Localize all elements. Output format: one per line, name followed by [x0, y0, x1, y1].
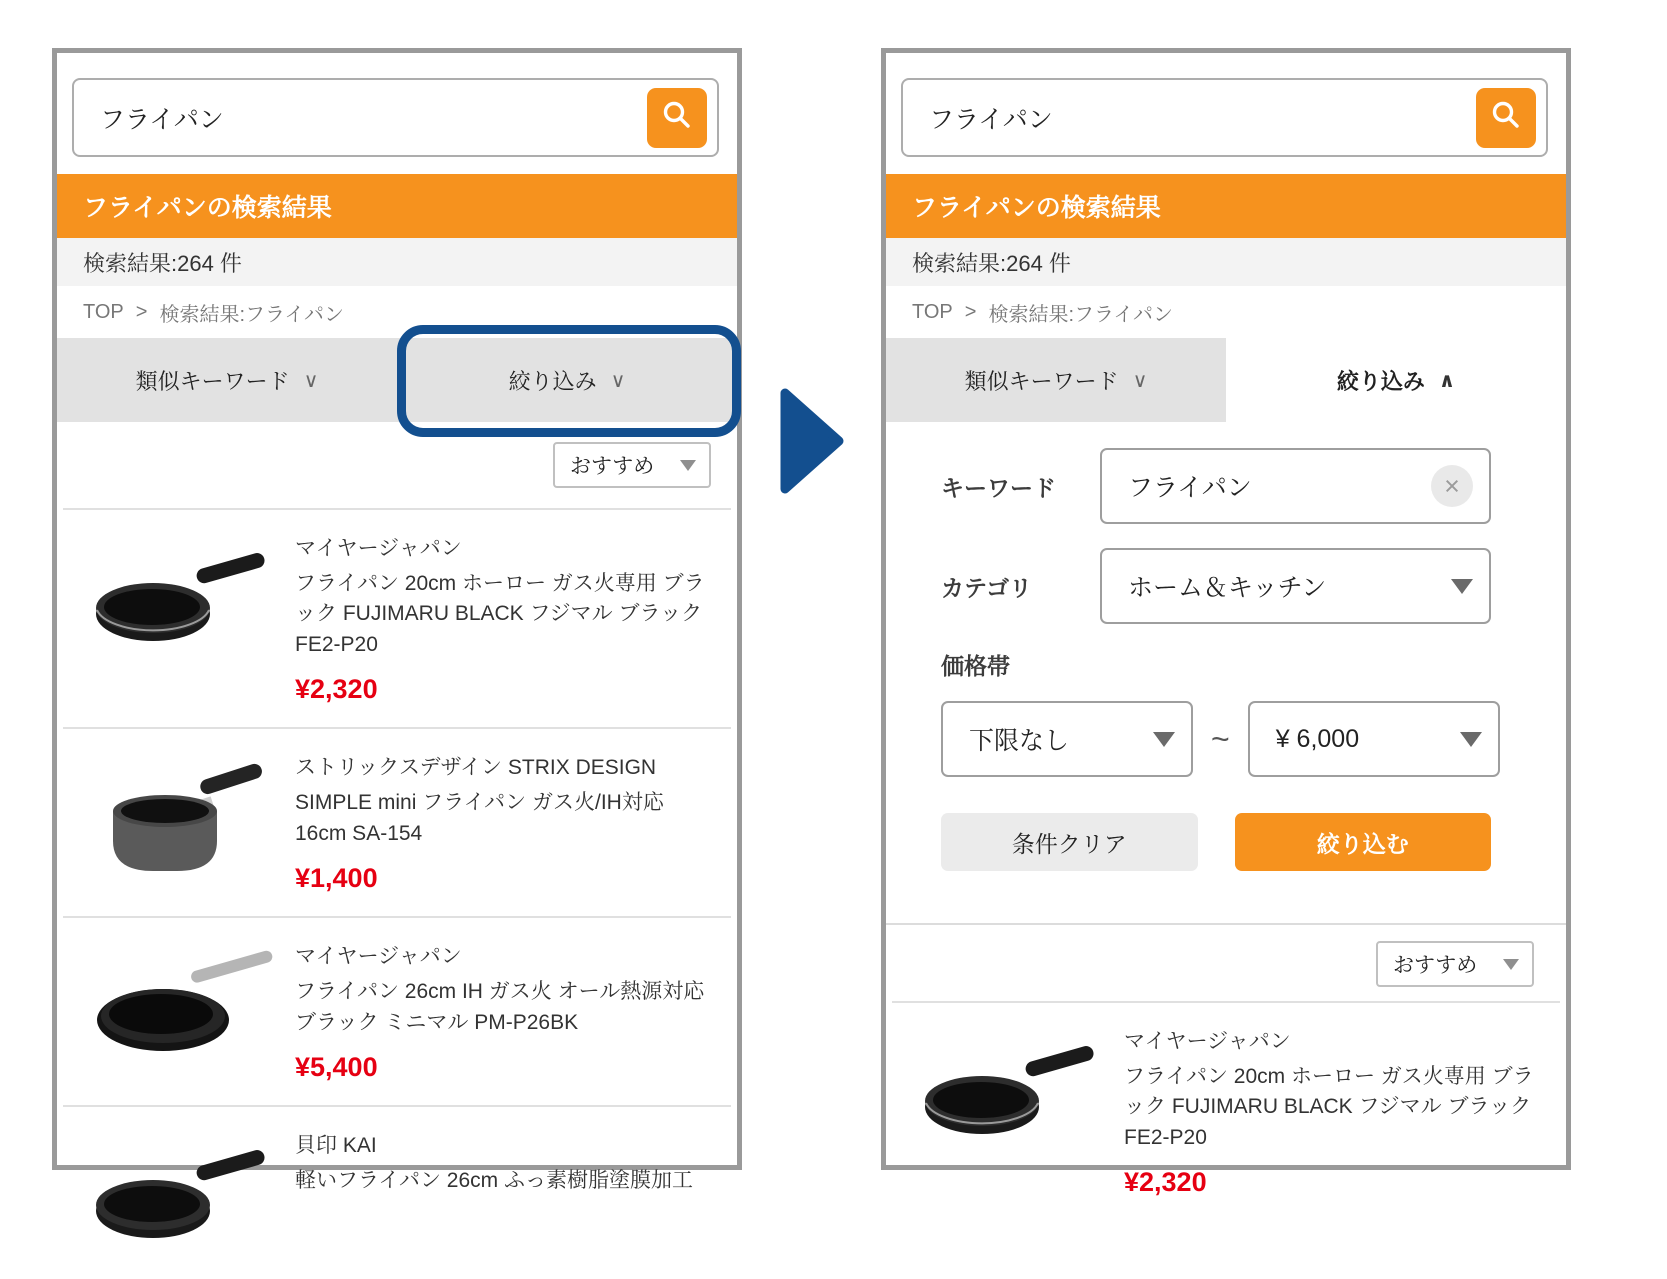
product-info [1120, 1025, 1542, 1198]
search-button[interactable] [1476, 88, 1536, 148]
chevron-down-icon: ∨ [1132, 369, 1148, 392]
tab-similar-label: 類似キーワード [135, 368, 290, 394]
tab-filter[interactable] [397, 338, 737, 422]
product-price: ¥2,320 [295, 674, 378, 705]
clear-conditions-button[interactable]: 条件クリア [941, 813, 1198, 871]
keyword-input[interactable] [1100, 448, 1491, 524]
screen-after [881, 48, 1571, 1198]
chevron-up-icon: ∧ [1438, 369, 1456, 392]
triangle-down-icon [1460, 732, 1482, 747]
tab-filter-label: 絞り込み [508, 368, 597, 394]
filter-keyword-row [941, 448, 1491, 524]
arrow-right-icon [776, 384, 848, 503]
page-title: フライパンの検索結果 [83, 194, 332, 222]
magnifier-icon [661, 99, 693, 136]
tab-filter-expanded[interactable] [1226, 338, 1566, 422]
results-title-bar [886, 174, 1566, 238]
tab-bar [57, 338, 737, 422]
filter-panel [886, 422, 1566, 923]
price-range-row [941, 701, 1491, 777]
tab-similar-keywords[interactable] [886, 338, 1226, 422]
result-count-bar [886, 238, 1566, 286]
price-range-label: 価格帯 [941, 653, 1010, 679]
product-price: ¥1,400 [295, 863, 378, 894]
product-image-pan-icon [81, 532, 291, 660]
breadcrumb [57, 286, 737, 338]
product-price: ¥2,320 [1124, 1167, 1207, 1198]
product-brand: マイヤージャパン [295, 945, 462, 969]
search-input-value[interactable]: フライパン [929, 105, 1053, 134]
sort-select-value: おすすめ [1393, 954, 1478, 977]
product-item[interactable] [57, 510, 737, 727]
breadcrumb-separator: > [135, 300, 148, 323]
product-price: ¥5,400 [295, 1052, 378, 1083]
keyword-label: キーワード [941, 474, 1056, 501]
product-title: フライパン 20cm ホーロー ガス火専用 ブラック FUJIMARU BLACK フジマル ブラック FE2-P20 [1124, 1065, 1534, 1149]
product-title: 軽いフライパン 26cm ふっ素樹脂塗膜加工 [295, 1169, 693, 1193]
product-title: SIMPLE mini フライパン ガス火/IH対応 16cm SA-154 [295, 791, 664, 845]
product-item[interactable] [57, 729, 737, 916]
search-input-value[interactable]: フライパン [100, 105, 224, 134]
apply-filter-button[interactable]: 絞り込む [1235, 813, 1492, 871]
product-info [291, 751, 713, 894]
product-item[interactable] [886, 1003, 1566, 1220]
search-button[interactable] [647, 88, 707, 148]
screen-before [52, 48, 742, 1193]
breadcrumb-current: 検索結果:フライパン [159, 303, 345, 326]
triangle-down-icon [1503, 959, 1519, 970]
breadcrumb-separator: > [964, 300, 977, 323]
result-count: 検索結果:264 件 [912, 250, 1071, 276]
sort-select[interactable] [1376, 941, 1534, 987]
sort-select[interactable] [553, 442, 711, 488]
product-title: フライパン 26cm IH ガス火 オール熱源対応 ブラック ミニマル PM-P26BK [295, 980, 705, 1034]
triangle-down-icon [1153, 732, 1175, 747]
product-image-pan-icon [81, 940, 291, 1068]
breadcrumb-home-link[interactable]: TOP [912, 300, 953, 323]
magnifier-icon [1490, 99, 1522, 136]
sort-select-value: おすすめ [570, 455, 655, 478]
product-item[interactable] [57, 918, 737, 1105]
breadcrumb-home-link[interactable]: TOP [83, 300, 124, 323]
price-min-select[interactable] [941, 701, 1193, 777]
category-select[interactable] [1100, 548, 1491, 624]
product-brand: マイヤージャパン [295, 537, 462, 560]
triangle-down-icon [680, 460, 696, 471]
search-input[interactable] [72, 78, 719, 157]
breadcrumb-current: 検索結果:フライパン [988, 303, 1174, 326]
search-section [886, 53, 1566, 174]
page-title: フライパンの検索結果 [912, 194, 1161, 222]
product-brand: マイヤージャパン [1124, 1030, 1291, 1053]
product-info [291, 532, 713, 705]
close-icon[interactable]: × [1431, 465, 1473, 507]
tab-similar-keywords[interactable] [57, 338, 397, 422]
price-max-value: ¥ 6,000 [1275, 724, 1360, 753]
result-count: 検索結果:264 件 [83, 250, 242, 276]
chevron-down-icon: ∨ [610, 369, 626, 392]
product-info [291, 940, 713, 1083]
product-item[interactable] [57, 1107, 737, 1279]
breadcrumb [886, 286, 1566, 338]
product-brand: ストリックスデザイン STRIX DESIGN [295, 756, 657, 780]
product-brand: 貝印 KAI [295, 1134, 377, 1158]
price-max-select[interactable] [1248, 701, 1500, 777]
filter-actions [941, 809, 1491, 923]
product-image-pan-icon [81, 1129, 291, 1257]
filter-category-row [941, 548, 1491, 624]
results-title-bar [57, 174, 737, 238]
price-range-separator: ~ [1211, 720, 1230, 757]
search-input[interactable] [901, 78, 1548, 157]
triangle-down-icon [1451, 579, 1473, 594]
search-section [57, 53, 737, 174]
product-info [291, 1129, 713, 1196]
result-count-bar [57, 238, 737, 286]
sort-row [57, 422, 737, 508]
price-min-value: 下限なし [969, 727, 1070, 755]
product-image-pan-icon [81, 751, 291, 879]
category-value: ホーム＆キッチン [1128, 574, 1327, 602]
tab-similar-label: 類似キーワード [964, 368, 1119, 394]
category-label: カテゴリ [941, 574, 1033, 601]
product-title: フライパン 20cm ホーロー ガス火専用 ブラック FUJIMARU BLACK フジマル ブラック FE2-P20 [295, 572, 705, 656]
sort-row [886, 925, 1566, 1001]
keyword-value: フライパン [1128, 474, 1252, 502]
tab-bar [886, 338, 1566, 422]
chevron-down-icon: ∨ [303, 369, 319, 392]
product-image-pan-icon [910, 1025, 1120, 1153]
tab-filter-label: 絞り込み [1336, 368, 1425, 394]
